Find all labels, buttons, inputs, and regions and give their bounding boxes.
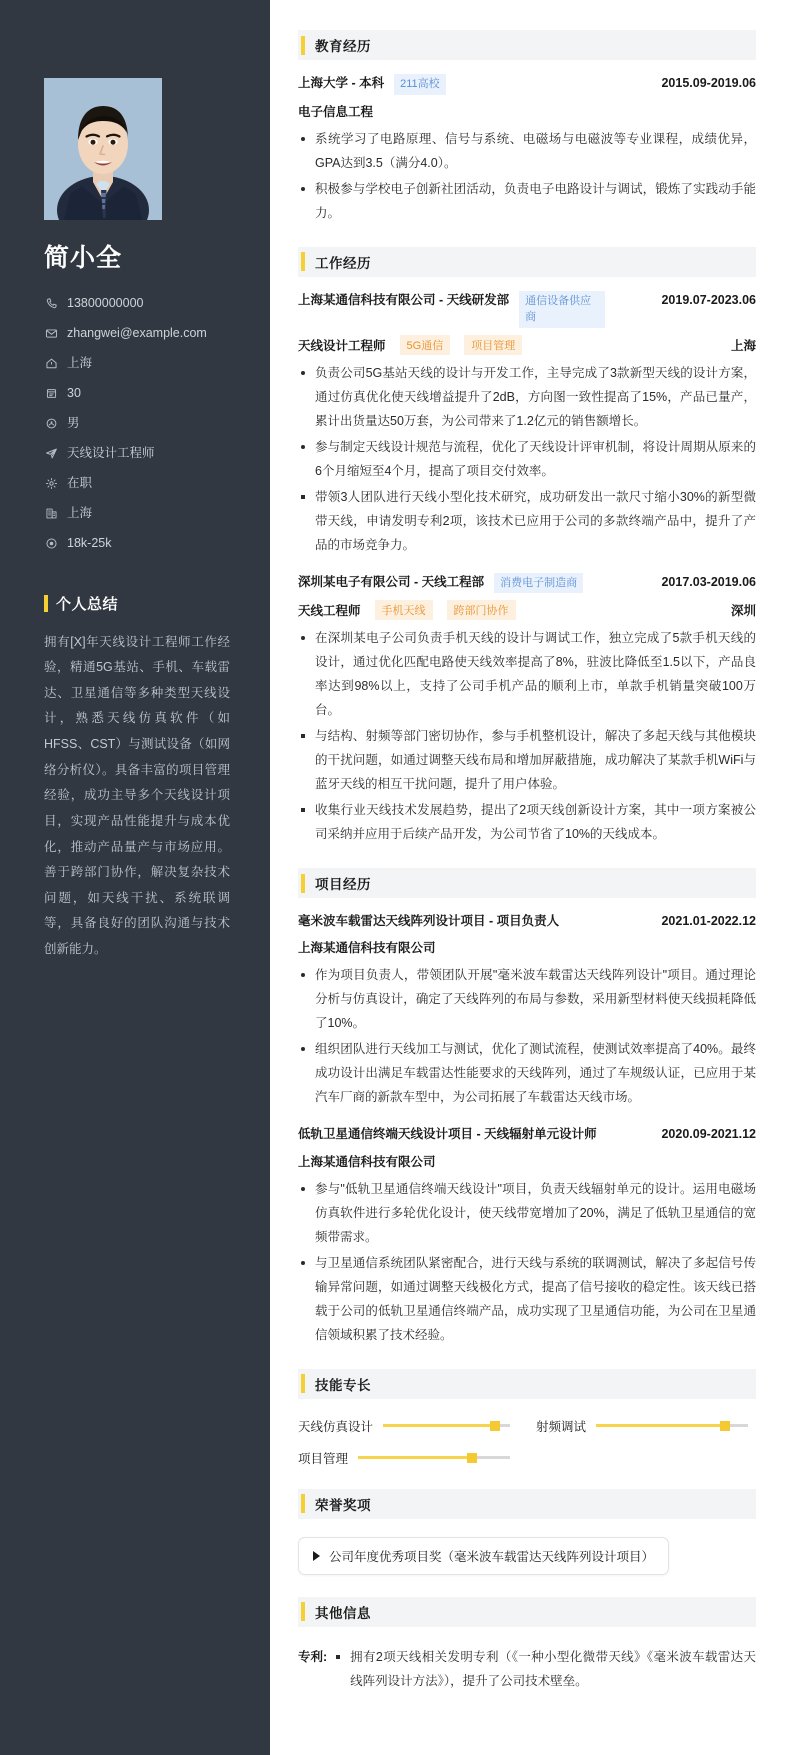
candidate-name: 简小全 — [44, 244, 123, 272]
section-education — [298, 30, 756, 225]
bullet-item: 与结构、射频等部门密切协作，参与手机整机设计，解决了多起天线与其他模块的干扰问题，如通过调整天线布局和增加屏蔽措施，成功解决了某款手机WiFi与蓝牙天线的相互干扰问题，提升了用户体验。 — [298, 724, 756, 796]
accent-bar-icon — [301, 1494, 305, 1513]
bullet-item: 在深圳某电子公司负责手机天线的设计与调试工作，独立完成了5款手机天线的设计，通过优化匹配电路使天线效率提高了8%，驻波比降低至1.5以下，产品良率达到98%以上，支持了公司手机产品的顺利上市，单款手机销量突破100万台。 — [298, 626, 756, 722]
contact-item-location — [44, 349, 270, 379]
work-bullets — [298, 626, 756, 846]
contact-item-phone — [44, 289, 270, 319]
accent-bar-icon — [301, 252, 305, 271]
education-entry-head — [298, 74, 756, 95]
bullet-item: 收集行业天线技术发展趋势，提出了2项天线创新设计方案，其中一项方案被公司采纳并应用于后续产品开发，为公司节省了10%的天线成本。 — [298, 798, 756, 846]
summary-body: 拥有[X]年天线设计工程师工作经验，精通5G基站、手机、车载雷达、卫星通信等多种类型天线设计，熟悉天线仿真软件（如HFSS、CST）与测试设备（如网络分析仪）。具备丰富的项目管理经验，成功主导多个天线设计项目，实现产品性能提升与成本优化，推动产品量产与市场应用。善于跨部门协作，解决复杂技术问题，如天线干扰、系统联调等，具备良好的团队沟通与技术创新能力。 — [44, 634, 230, 956]
avatar-container — [0, 0, 270, 220]
section-awards — [298, 1489, 756, 1575]
job-title: 天线设计工程师 — [298, 338, 386, 353]
skill-item — [298, 1449, 510, 1467]
contact-value: 30 — [67, 386, 81, 401]
company-tag: 通信设备供应商 — [519, 291, 605, 328]
education-entry — [298, 74, 756, 225]
sidebar — [0, 0, 270, 1755]
role-tag: 项目管理 — [464, 335, 522, 355]
bullet-item: 与卫星通信系统团队紧密配合，进行天线与系统的联调测试，解决了多起信号传输异常问题，如通过调整天线极化方式，提高了信号接收的稳定性。该天线已搭载于公司的低轨卫星通信终端产品，成功实现了卫星通信功能，为公司在卫星通信领域积累了技术经验。 — [298, 1251, 756, 1347]
project-company: 上海某通信科技有限公司 — [298, 1154, 436, 1169]
project-company: 上海某通信科技有限公司 — [298, 941, 436, 956]
work-city: 上海 — [730, 338, 756, 353]
company-name: 深圳某电子有限公司 - 天线工程部 — [298, 574, 485, 589]
accent-bar-icon — [301, 1602, 305, 1621]
project-bullets — [298, 963, 756, 1109]
role-tag: 手机天线 — [375, 600, 433, 620]
id-card-icon — [44, 387, 58, 401]
section-header-work — [298, 247, 756, 277]
contact-item-salary — [44, 529, 270, 559]
work-role-row — [298, 600, 756, 620]
contact-value: 男 — [67, 416, 80, 431]
skills-list — [298, 1413, 756, 1467]
accent-bar-icon — [301, 874, 305, 893]
work-entry — [298, 573, 756, 847]
project-date: 2020.09-2021.12 — [661, 1127, 756, 1142]
other-info-value: 拥有2项天线相关发明专利（《一种小型化微带天线》《毫米波车载雷达天线阵列设计方法》），提升了公司技术壁垒。 — [333, 1645, 756, 1693]
section-title-text: 技能专长 — [315, 1377, 371, 1393]
school-tag: 211高校 — [394, 74, 446, 95]
avatar-photo-icon — [44, 78, 162, 220]
accent-bar-icon — [44, 595, 48, 612]
bullet-item: 组织团队进行天线加工与测试，优化了测试流程，使测试效率提高了40%。最终成功设计出满足车载雷达性能要求的天线阵列，通过了车规级认证，已应用于某汽车厂商的新款车型中，为公司拓展了车载雷达天线市场。 — [298, 1037, 756, 1109]
section-header-other-info — [298, 1597, 756, 1627]
contact-item-age — [44, 379, 270, 409]
work-date: 2017.03-2019.06 — [661, 574, 756, 589]
section-projects — [298, 868, 756, 1347]
contact-value: 上海 — [67, 506, 93, 521]
section-other-info — [298, 1597, 756, 1693]
summary-title-text: 个人总结 — [56, 595, 119, 613]
other-info-key: 专利: — [298, 1649, 328, 1664]
skill-label: 射频调试 — [536, 1419, 587, 1434]
bullet-item: 负责公司5G基站天线的设计与开发工作，主导完成了3款新型天线的设计方案，通过仿真优化使天线增益提升了2dB，方向图一致性提高了15%，产品已量产，累计出货量达50万套，为公司带来了1.2亿元的销售额增长。 — [298, 361, 756, 433]
work-role-row — [298, 335, 756, 355]
envelope-icon — [44, 327, 58, 341]
skill-item — [536, 1417, 748, 1435]
contact-value: 天线设计工程师 — [67, 446, 155, 461]
contact-value: 在职 — [67, 476, 93, 491]
bullet-item: 积极参与学校电子创新社团活动，负责电子电路设计与调试，锻炼了实践动手能力。 — [298, 177, 756, 225]
project-entry-head — [298, 912, 756, 931]
home-icon — [44, 357, 58, 371]
award-item[interactable] — [298, 1537, 669, 1575]
section-header-projects — [298, 868, 756, 898]
work-entry-head — [298, 573, 756, 594]
skill-knob[interactable] — [490, 1421, 500, 1431]
gear-icon — [44, 477, 58, 491]
bullet-item: 参与"低轨卫星通信终端天线设计"项目，负责天线辐射单元的设计。运用电磁场仿真软件进行多轮优化设计，使天线带宽增加了20%，满足了低轨卫星通信的宽频带需求。 — [298, 1177, 756, 1249]
section-header-education — [298, 30, 756, 60]
section-title-text: 教育经历 — [315, 39, 371, 54]
phone-icon — [44, 297, 58, 311]
section-title-text: 其他信息 — [315, 1605, 371, 1621]
section-title-text: 工作经历 — [315, 255, 371, 271]
other-info-row — [298, 1641, 756, 1693]
section-title-text: 荣誉奖项 — [315, 1497, 371, 1513]
education-bullets — [298, 127, 756, 225]
skill-knob[interactable] — [467, 1453, 477, 1463]
contact-item-job-title — [44, 439, 270, 469]
contact-value: zhangwei@example.com — [67, 326, 207, 341]
role-tag: 跨部门协作 — [447, 600, 516, 620]
work-entry — [298, 291, 756, 557]
contact-value: 上海 — [67, 356, 93, 371]
bullet-item: 参与制定天线设计规范与流程，优化了天线设计评审机制，将设计周期从原来的6个月缩短至4个月，提高了项目交付效率。 — [298, 435, 756, 483]
skill-item — [298, 1417, 510, 1435]
gender-icon — [44, 417, 58, 431]
skill-fill — [358, 1456, 472, 1459]
main-content — [270, 0, 794, 1755]
paper-plane-icon — [44, 447, 58, 461]
accent-bar-icon — [301, 1374, 305, 1393]
accent-bar-icon — [301, 36, 305, 55]
award-label: 公司年度优秀项目奖（毫米波车载雷达天线阵列设计项目） — [329, 1549, 655, 1564]
avatar — [44, 78, 162, 220]
work-entry-head — [298, 291, 756, 328]
education-date: 2015.09-2019.06 — [661, 76, 756, 90]
skill-slider[interactable] — [383, 1424, 510, 1427]
project-entry — [298, 1125, 756, 1346]
target-icon — [44, 537, 58, 551]
summary-section-title — [0, 559, 270, 614]
project-name: 低轨卫星通信终端天线设计项目 - 天线辐射单元设计师 — [298, 1127, 597, 1142]
bullet-item: 带领3人团队进行天线小型化技术研究，成功研发出一款尺寸缩小30%的新型微带天线，申请发明专利2项，该技术已应用于公司的多款终端产品中，提升了产品的市场竞争力。 — [298, 485, 756, 557]
work-bullets — [298, 361, 756, 557]
section-work — [298, 247, 756, 847]
project-entry-head — [298, 1125, 756, 1144]
project-bullets — [298, 1177, 756, 1347]
school-name: 上海大学 - 本科 — [298, 76, 385, 90]
bullet-item: 系统学习了电路原理、信号与系统、电磁场与电磁波等专业课程，成绩优异，GPA达到3.5（满分4.0）。 — [298, 127, 756, 175]
skill-knob[interactable] — [720, 1421, 730, 1431]
skill-label: 天线仿真设计 — [298, 1419, 374, 1434]
work-date: 2019.07-2023.06 — [661, 292, 756, 307]
section-header-awards — [298, 1489, 756, 1519]
contact-list — [0, 275, 270, 559]
role-tag: 5G通信 — [400, 335, 451, 355]
section-header-skills — [298, 1369, 756, 1399]
contact-value: 13800000000 — [67, 296, 144, 311]
skill-label: 项目管理 — [298, 1451, 349, 1466]
company-name: 上海某通信科技有限公司 - 天线研发部 — [298, 292, 510, 307]
project-entry — [298, 912, 756, 1109]
bullet-item: 作为项目负责人，带领团队开展"毫米波车载雷达天线阵列设计"项目。通过理论分析与仿真设计，确定了天线阵列的布局与参数，采用新型材料使天线损耗降低了10%。 — [298, 963, 756, 1035]
education-major: 电子信息工程 — [298, 104, 374, 119]
skill-fill — [596, 1424, 725, 1427]
company-tag: 消费电子制造商 — [494, 573, 583, 594]
section-skills — [298, 1369, 756, 1467]
project-date: 2021.01-2022.12 — [661, 914, 756, 928]
contact-item-gender — [44, 409, 270, 439]
skill-slider[interactable] — [358, 1456, 510, 1459]
contact-value: 18k-25k — [67, 536, 112, 551]
play-triangle-icon — [313, 1551, 320, 1561]
skill-fill — [383, 1424, 495, 1427]
work-city: 深圳 — [730, 604, 756, 618]
project-name: 毫米波车载雷达天线阵列设计项目 - 项目负责人 — [298, 914, 560, 928]
contact-item-workplace — [44, 499, 270, 529]
skill-slider[interactable] — [596, 1424, 748, 1427]
building-icon — [44, 507, 58, 521]
contact-item-status — [44, 469, 270, 499]
section-title-text: 项目经历 — [315, 877, 371, 892]
contact-item-email — [44, 319, 270, 349]
job-title: 天线工程师 — [298, 604, 361, 618]
